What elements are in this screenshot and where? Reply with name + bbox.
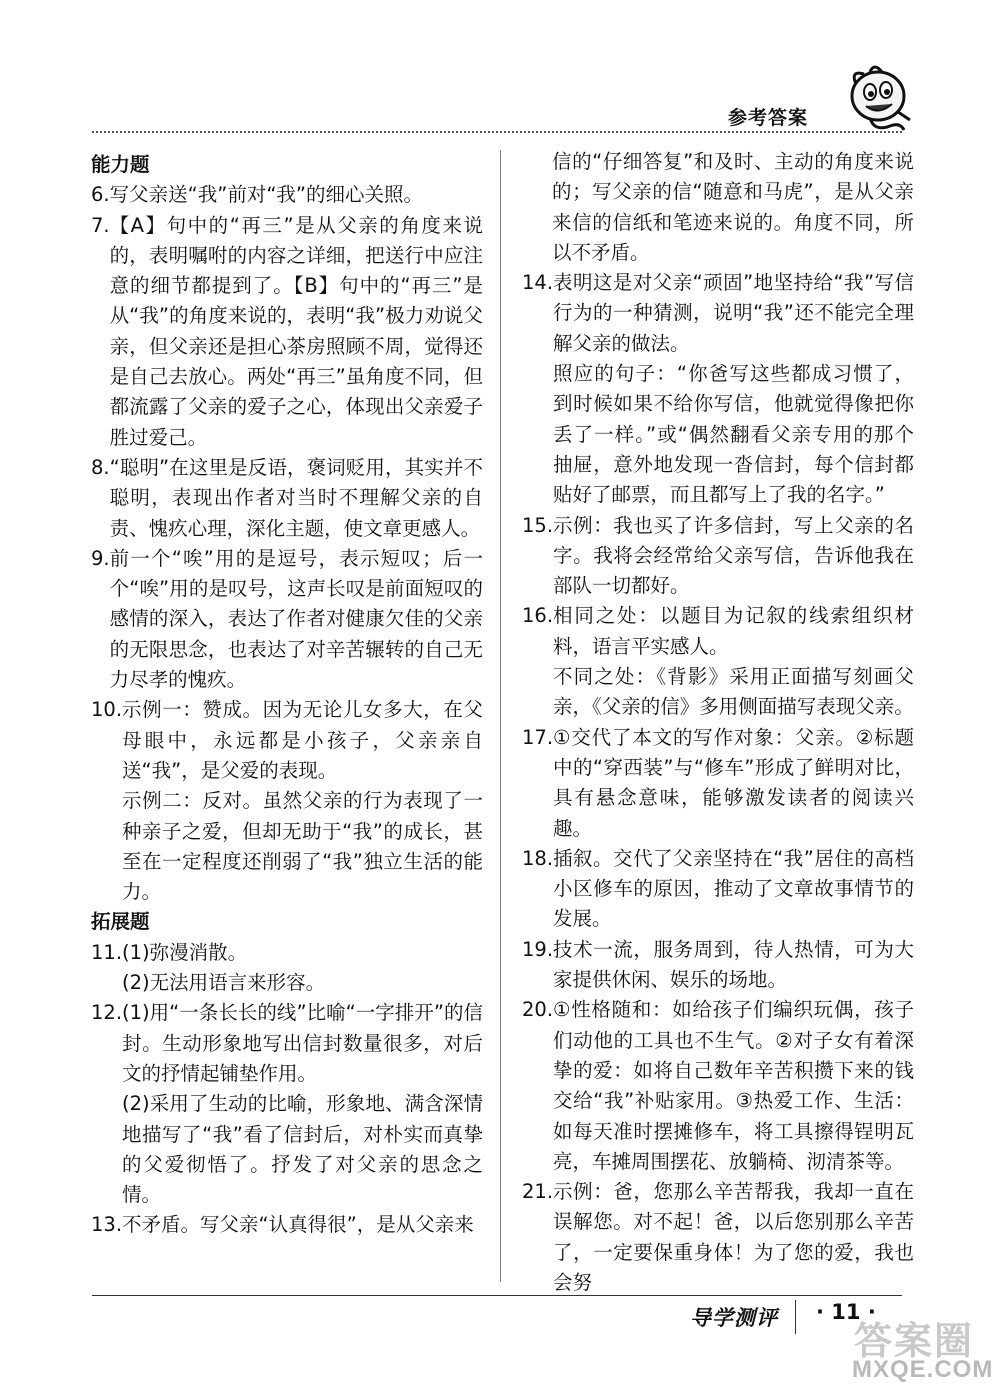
watermark — [848, 1310, 998, 1390]
answer-paragraph: (2)无法用语言来形容。 — [122, 971, 326, 995]
answer-item — [91, 938, 483, 999]
answer-paragraph: 不同之处：《背影》采用正面描写刻画父亲，《父亲的信》多用侧面描写表现父亲。 — [553, 665, 914, 719]
answer-text: ①交代了本文的写作对象：父亲。②标题中的“穿西装”与“修车”形成了鲜明对比，具有悬念意味，能够激发读者的阅读兴趣。 — [553, 725, 914, 840]
answer-number: 19. — [522, 937, 554, 961]
answer-text: 前一个“唉”用的是逗号，表示短叹；后一个“唉”用的是叹号，这声长叹是前面短叹的感情的深入，表达了作者对健康欠佳的父亲的无限思念，也表达了对辛苦辗转的自己无力尽孝的愧疚。 — [109, 546, 483, 692]
answer-item — [91, 211, 483, 453]
answer-paragraph: 示例一：赞成。因为无论儿女多大，在父母眼中，永远都是小孩子，父亲亲自送“我”，是父爱的表现。 — [122, 698, 483, 782]
answer-number: 9. — [91, 546, 110, 570]
answer-number: 14. — [522, 271, 554, 295]
answer-item — [91, 180, 483, 210]
answer-number: 10. — [91, 698, 123, 722]
watermark-logo-text: 答案圈 — [854, 1321, 975, 1363]
answer-item — [522, 1177, 914, 1298]
answer-number: 15. — [522, 513, 554, 537]
answer-number: 13. — [91, 1213, 123, 1237]
answer-item — [522, 723, 914, 844]
answer-number: 12. — [91, 1001, 123, 1025]
page-number: · 11 · — [816, 1300, 876, 1324]
page-header — [0, 0, 1000, 150]
left-column — [91, 150, 483, 1241]
footer-separator — [795, 1300, 796, 1334]
answer-item — [522, 601, 914, 722]
column-divider — [500, 150, 501, 1282]
answer-number: 21. — [522, 1180, 554, 1204]
answer-item — [91, 695, 483, 907]
answer-number: 6. — [91, 183, 110, 207]
answer-paragraph: (1)弥漫消散。 — [122, 940, 248, 964]
answer-text: ①性格随和：如给孩子们编织玩偶，孩子们动他的工具也不生气。②对子女有着深挚的爱：如将自己数年辛苦积攒下来的钱交给“我”补贴家用。③热爱工作、生活：如每天准时摆摊修车，将工具擦得锃明瓦亮，车摊周围摆花、放躺椅、沏清茶等。 — [553, 998, 914, 1173]
section-heading-ability: 能力题 — [91, 153, 150, 176]
answer-text: 示例：我也买了许多信封，写上父亲的名字。我将会经常给父亲写信，告诉他我在部队一切都好。 — [553, 513, 914, 598]
answer-paragraph: 示例二：反对。虽然父亲的行为表现了一种亲子之爱，但却无助于“我”的成长，甚至在一定程度还削弱了“我”独立生活的能力。 — [122, 789, 483, 904]
footer-divider — [92, 1295, 902, 1296]
answer-item — [91, 998, 483, 1210]
answer-number: 11. — [91, 940, 123, 964]
answer-item — [522, 995, 914, 1177]
answer-item — [522, 844, 914, 935]
answer-item — [522, 268, 914, 510]
answer-text: 示例：爸，您那么辛苦帮我，我却一直在误解您。对不起！爸，以后您别那么辛苦了，一定要保重身体！为了您的爱，我也会努 — [553, 1180, 914, 1294]
answer-text: 插叙。交代了父亲坚持在“我”居住的高档小区修车的原因，推动了文章故事情节的发展。 — [553, 846, 914, 931]
right-column — [522, 147, 914, 1298]
answer-item — [91, 544, 483, 695]
mascot-icon — [840, 60, 920, 140]
answer-continuation: 信的“仔细答复”和及时、主动的角度来说的；写父亲的信“随意和马虎”，是从父亲来信的信纸和笔迹来说的。角度不同，所以不矛盾。 — [552, 150, 914, 264]
answer-text — [122, 998, 483, 1210]
answer-text — [122, 938, 483, 999]
answer-item — [522, 935, 914, 996]
answer-text — [553, 268, 914, 510]
answer-text: 技术一流，服务周到，待人热情，可为大家提供休闲、娱乐的场地。 — [553, 937, 914, 992]
footer-label: 导学测评 — [690, 1306, 778, 1330]
answer-item — [91, 453, 483, 544]
answer-text: 【A】句中的“再三”是从父亲的角度来说的，表明嘱咐的内容之详细，把送行中应注意的细节都提到了。【B】句中的“再三”是从“我”的角度来说的，表明“我”极力劝说父亲，但父亲还是担心茶房照顾不周，觉得还是自己去放心。两处“再三”虽角度不同，但都流露了父亲的爱子之心，体现出父亲爱子胜过爱己。 — [109, 213, 483, 449]
header-divider — [92, 131, 902, 133]
answer-item — [522, 511, 914, 602]
answer-number: 18. — [522, 846, 554, 870]
answer-paragraph: 相同之处：以题目为记叙的线索组织材料，语言平实感人。 — [553, 604, 914, 658]
answer-number: 7. — [91, 213, 110, 237]
answer-paragraph: 照应的句子：“你爸写这些都成习惯了，到时候如果不给你写信，他就觉得像把你丢了一样。”或“偶然翻看父亲专用的那个抽屉，意外地发现一沓信封，每个信封都贴好了邮票，而且都写上了我的名字。” — [553, 362, 914, 507]
answer-number: 16. — [522, 604, 554, 628]
answer-item — [91, 1210, 483, 1240]
answer-text: 不矛盾。写父亲“认真得很”，是从父亲来 — [122, 1213, 474, 1237]
answer-paragraph: (1)用“一条长长的线”比喻“一字排开”的信封。生动形象地写出信封数量很多，对后文的抒情起铺垫作用。 — [122, 1001, 483, 1085]
answer-text — [122, 695, 483, 907]
answer-number: 20. — [522, 998, 554, 1022]
answer-number: 17. — [522, 725, 554, 749]
answer-text: “聪明”在这里是反语，褒词贬用，其实并不聪明，表现出作者对当时不理解父亲的自责、愧疚心理，深化主题，使文章更感人。 — [109, 455, 483, 540]
answer-paragraph: (2)采用了生动的比喻，形象地、满含深情地描写了“我”看了信封后，对朴实而真挚的父爱彻悟了。抒发了对父亲的思念之情。 — [122, 1092, 483, 1207]
section-heading-extension: 拓展题 — [91, 910, 150, 934]
answer-number: 8. — [91, 455, 110, 479]
answer-paragraph: 表明这是对父亲“顽固”地坚持给“我”写信行为的一种猜测，说明“我”还不能完全理解父亲的做法。 — [553, 271, 914, 355]
header-title: 参考答案 — [728, 107, 809, 129]
watermark-url: MXQE.COM — [852, 1356, 994, 1383]
answer-text — [553, 601, 914, 722]
answer-text: 写父亲送“我”前对“我”的细心关照。 — [109, 183, 424, 207]
